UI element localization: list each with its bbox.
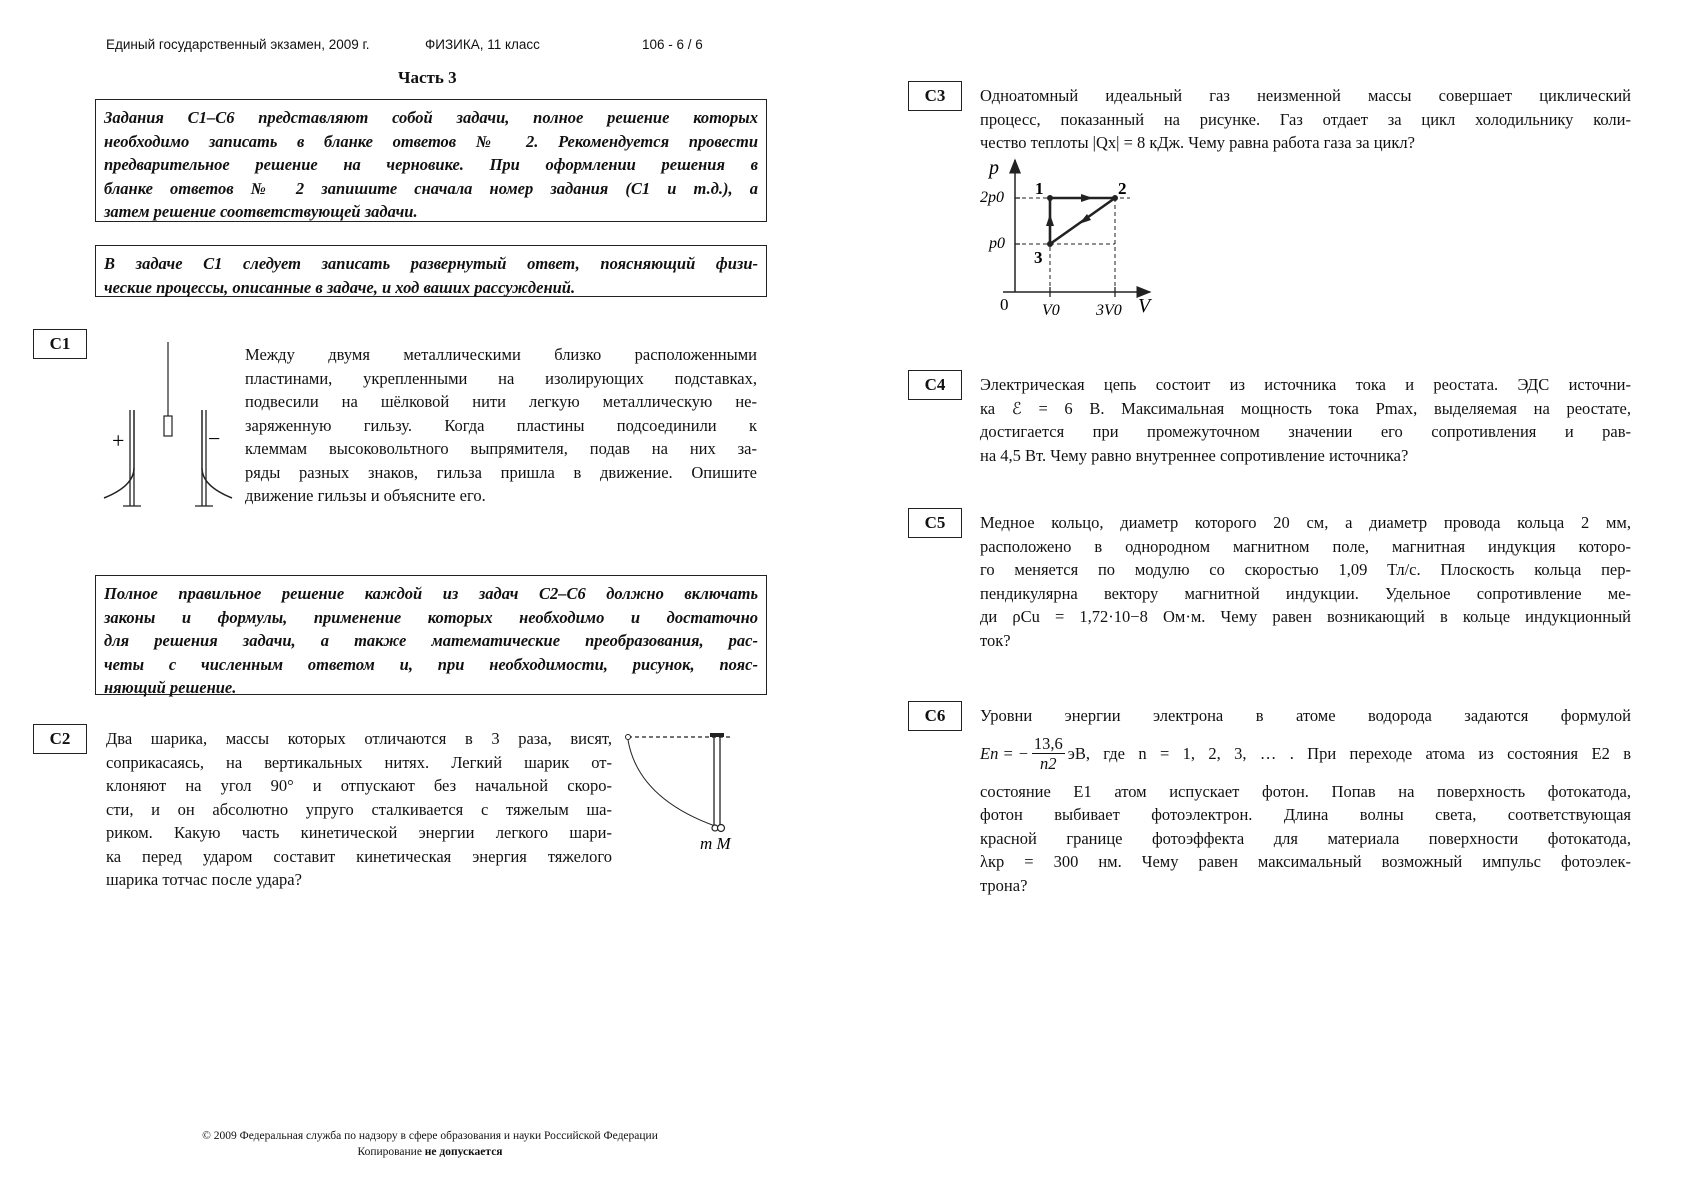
- c3-line: Одноатомный идеальный газ неизменной массы совершает циклический: [980, 86, 1631, 105]
- c1-line: движение гильзы и объясните его.: [245, 486, 486, 505]
- instr3-line: законы и формулы, применение которых необходимо и достаточно: [104, 607, 758, 627]
- c2-text: [106, 727, 612, 892]
- c6-formula-line: [980, 728, 1631, 780]
- c5-line: ди ρCu = 1,72·10−8 Ом·м. Чему равен возникающий в кольце индукционный: [980, 607, 1631, 626]
- c6-line: трона?: [980, 875, 1028, 895]
- c5-text: [980, 511, 1631, 652]
- c6-text: [980, 704, 1631, 897]
- c1-text: [245, 343, 757, 508]
- c4-text: [980, 373, 1631, 467]
- c1-line: подвесили на шёлковой нити легкую металлическую не-: [245, 392, 757, 411]
- instr1-line: затем решение соответствующей задачи.: [104, 202, 418, 221]
- c5-line: Медное кольцо, диаметр которого 20 см, а диаметр провода кольца 2 мм,: [980, 513, 1631, 532]
- footer-copy-notice: [0, 1146, 860, 1158]
- task-label-c3: С3: [908, 81, 962, 111]
- instr1-line: Задания С1–С6 представляют собой задачи, полное решение которых: [104, 108, 758, 127]
- c2-line: ка перед ударом составит кинетическая энергия тяжелого: [106, 846, 612, 866]
- c2-line: шарика тотчас после удара?: [106, 870, 302, 889]
- c1-figure: [100, 338, 235, 508]
- sleeve: [164, 416, 172, 436]
- c6-line: фотон выбивает фотоэлектрон. Длина волны света, соответствующая: [980, 805, 1631, 824]
- c4-line: ка ℰ = 6 В. Максимальная мощность тока Pmax, выделяемая на реостате,: [980, 398, 1631, 418]
- c4-line: на 4,5 Вт. Чему равно внутреннее сопротивление источника?: [980, 445, 1409, 465]
- c2-line: клоняют на угол 90° и отпускают без начальной скоро-: [106, 776, 612, 795]
- point-1: 1: [1035, 179, 1044, 198]
- c1-line: Между двумя металлическими близко расположенными: [245, 345, 757, 364]
- c5-line: го меняется по модулю со скоростью 1,09 Тл/с. Плоскость кольца пер-: [980, 560, 1631, 579]
- ball-M: [718, 825, 725, 832]
- instr1-line: бланке ответов № 2 запишите сначала номер задания (С1 и т.д.), а: [104, 178, 758, 198]
- c1-line: клеммам высоковольтного выпрямителя, подав на них за-: [245, 439, 757, 458]
- formula-lhs: En = −: [980, 743, 1029, 763]
- tick-3V0: 3V0: [1096, 302, 1122, 319]
- c3-line: процесс, показанный на рисунке. Газ отдает за цикл холодильнику коли-: [980, 109, 1631, 129]
- c1-line: заряженную гильзу. Когда пластины подсоединили к: [245, 415, 757, 435]
- c6-line: состояние E1 атом испускает фотон. Попав на поверхность фотокатода,: [980, 781, 1631, 801]
- task-label-c2: С2: [33, 724, 87, 754]
- instructions-box-1: [95, 99, 767, 222]
- footer-copy-bold: не допускается: [424, 1146, 503, 1158]
- ball-light-initial: [626, 735, 631, 740]
- swing-arc: [628, 740, 715, 826]
- header-exam: Единый государственный экзамен, 2009 г.: [106, 37, 370, 52]
- origin-label: 0: [1000, 295, 1009, 314]
- instructions-box-2: [95, 245, 767, 297]
- c1-line: пластинами, укрепленными на изолирующих подставках,: [245, 368, 757, 388]
- y-axis-label: p: [989, 157, 999, 179]
- plus-sign: +: [112, 428, 125, 453]
- c2-line: риком. Какую часть кинетической энергии легкого шари-: [106, 823, 612, 842]
- c1-line: ряды разных знаков, гильза пришла в движение. Опишите: [245, 462, 757, 482]
- c2-line: Два шарика, массы которых отличаются в 3 раза, висят,: [106, 729, 612, 748]
- c6-line: λкр = 300 нм. Чему равен максимальный возможный импульс фотоэлек-: [980, 852, 1631, 871]
- task-label-c1: С1: [33, 329, 87, 359]
- c6-line: красной границе фотоэффекта для материала поверхности фотокатода,: [980, 828, 1631, 848]
- instr2-line: ческие процессы, описанные в задаче, и ход ваших рассуждений.: [104, 277, 576, 297]
- c2-line: соприкасаясь, на вертикальных нитях. Легкий шарик от-: [106, 752, 612, 772]
- instr1-line: предварительное решение на черновике. При оформлении решения в: [104, 155, 758, 174]
- instr3-line: Полное правильное решение каждой из задач С2–С6 должно включать: [104, 584, 758, 603]
- task-label-c6: С6: [908, 701, 962, 731]
- formula-rest: эВ, где n = 1, 2, 3, … . При переходе атома из состояния E2 в: [1067, 743, 1631, 763]
- c6-line: Уровни энергии электрона в атоме водорода задаются формулой: [980, 706, 1631, 725]
- instr2-line: В задаче С1 следует записать развернутый ответ, поясняющий физи-: [104, 254, 758, 273]
- minus-sign: −: [208, 426, 221, 451]
- instructions-box-3: [95, 575, 767, 695]
- point-3: 3: [1034, 248, 1043, 267]
- tick-2p0: 2p0: [980, 189, 1004, 206]
- tick-p0: p0: [989, 235, 1005, 252]
- instr3-line: няющий решение.: [104, 678, 237, 697]
- mass-labels: m M: [700, 834, 731, 853]
- formula-numerator: 13,6: [1033, 734, 1063, 753]
- c3-pv-graph: [975, 152, 1175, 327]
- task-label-c4: С4: [908, 370, 962, 400]
- c3-text: [980, 84, 1631, 155]
- point-2: 2: [1118, 179, 1127, 198]
- c2-figure: [620, 728, 740, 856]
- task-label-c5: С5: [908, 508, 962, 538]
- part-title: Часть 3: [398, 68, 457, 87]
- c5-line: расположено в однородном магнитном поле, магнитная индукция которо-: [980, 536, 1631, 556]
- tick-V0: V0: [1042, 302, 1060, 319]
- c4-line: Электрическая цепь состоит из источника тока и реостата. ЭДС источни-: [980, 375, 1631, 394]
- instr3-line: четы с численным ответом и, при необходимости, рисунок, пояс-: [104, 654, 758, 674]
- header-subject: ФИЗИКА, 11 класс: [425, 37, 540, 52]
- instr1-line: необходимо записать в бланке ответов № 2. Рекомендуется провести: [104, 131, 758, 151]
- formula-fraction: [1032, 734, 1065, 773]
- c5-line: пендикулярна вектору магнитной индукции. Удельное сопротивление ме-: [980, 583, 1631, 603]
- formula-denominator: n2: [1040, 754, 1057, 773]
- instr3-line: для решения задачи, а также математические преобразования, рас-: [104, 631, 758, 650]
- c4-line: достигается при промежуточном значении его сопротивления и рав-: [980, 422, 1631, 441]
- header-page: 106 - 6 / 6: [642, 37, 703, 52]
- c3-line: чество теплоты |Qх| = 8 кДж. Чему равна работа газа за цикл?: [980, 133, 1415, 152]
- c5-line: ток?: [980, 630, 1011, 650]
- footer-copyright: © 2009 Федеральная служба по надзору в сфере образования и науки Российской Федерации: [202, 1130, 658, 1142]
- footer-copy-prefix: Копирование: [357, 1146, 425, 1158]
- c2-line: сти, и он абсолютно упруго сталкивается с тяжелым ша-: [106, 799, 612, 819]
- x-axis-label: V: [1138, 295, 1151, 317]
